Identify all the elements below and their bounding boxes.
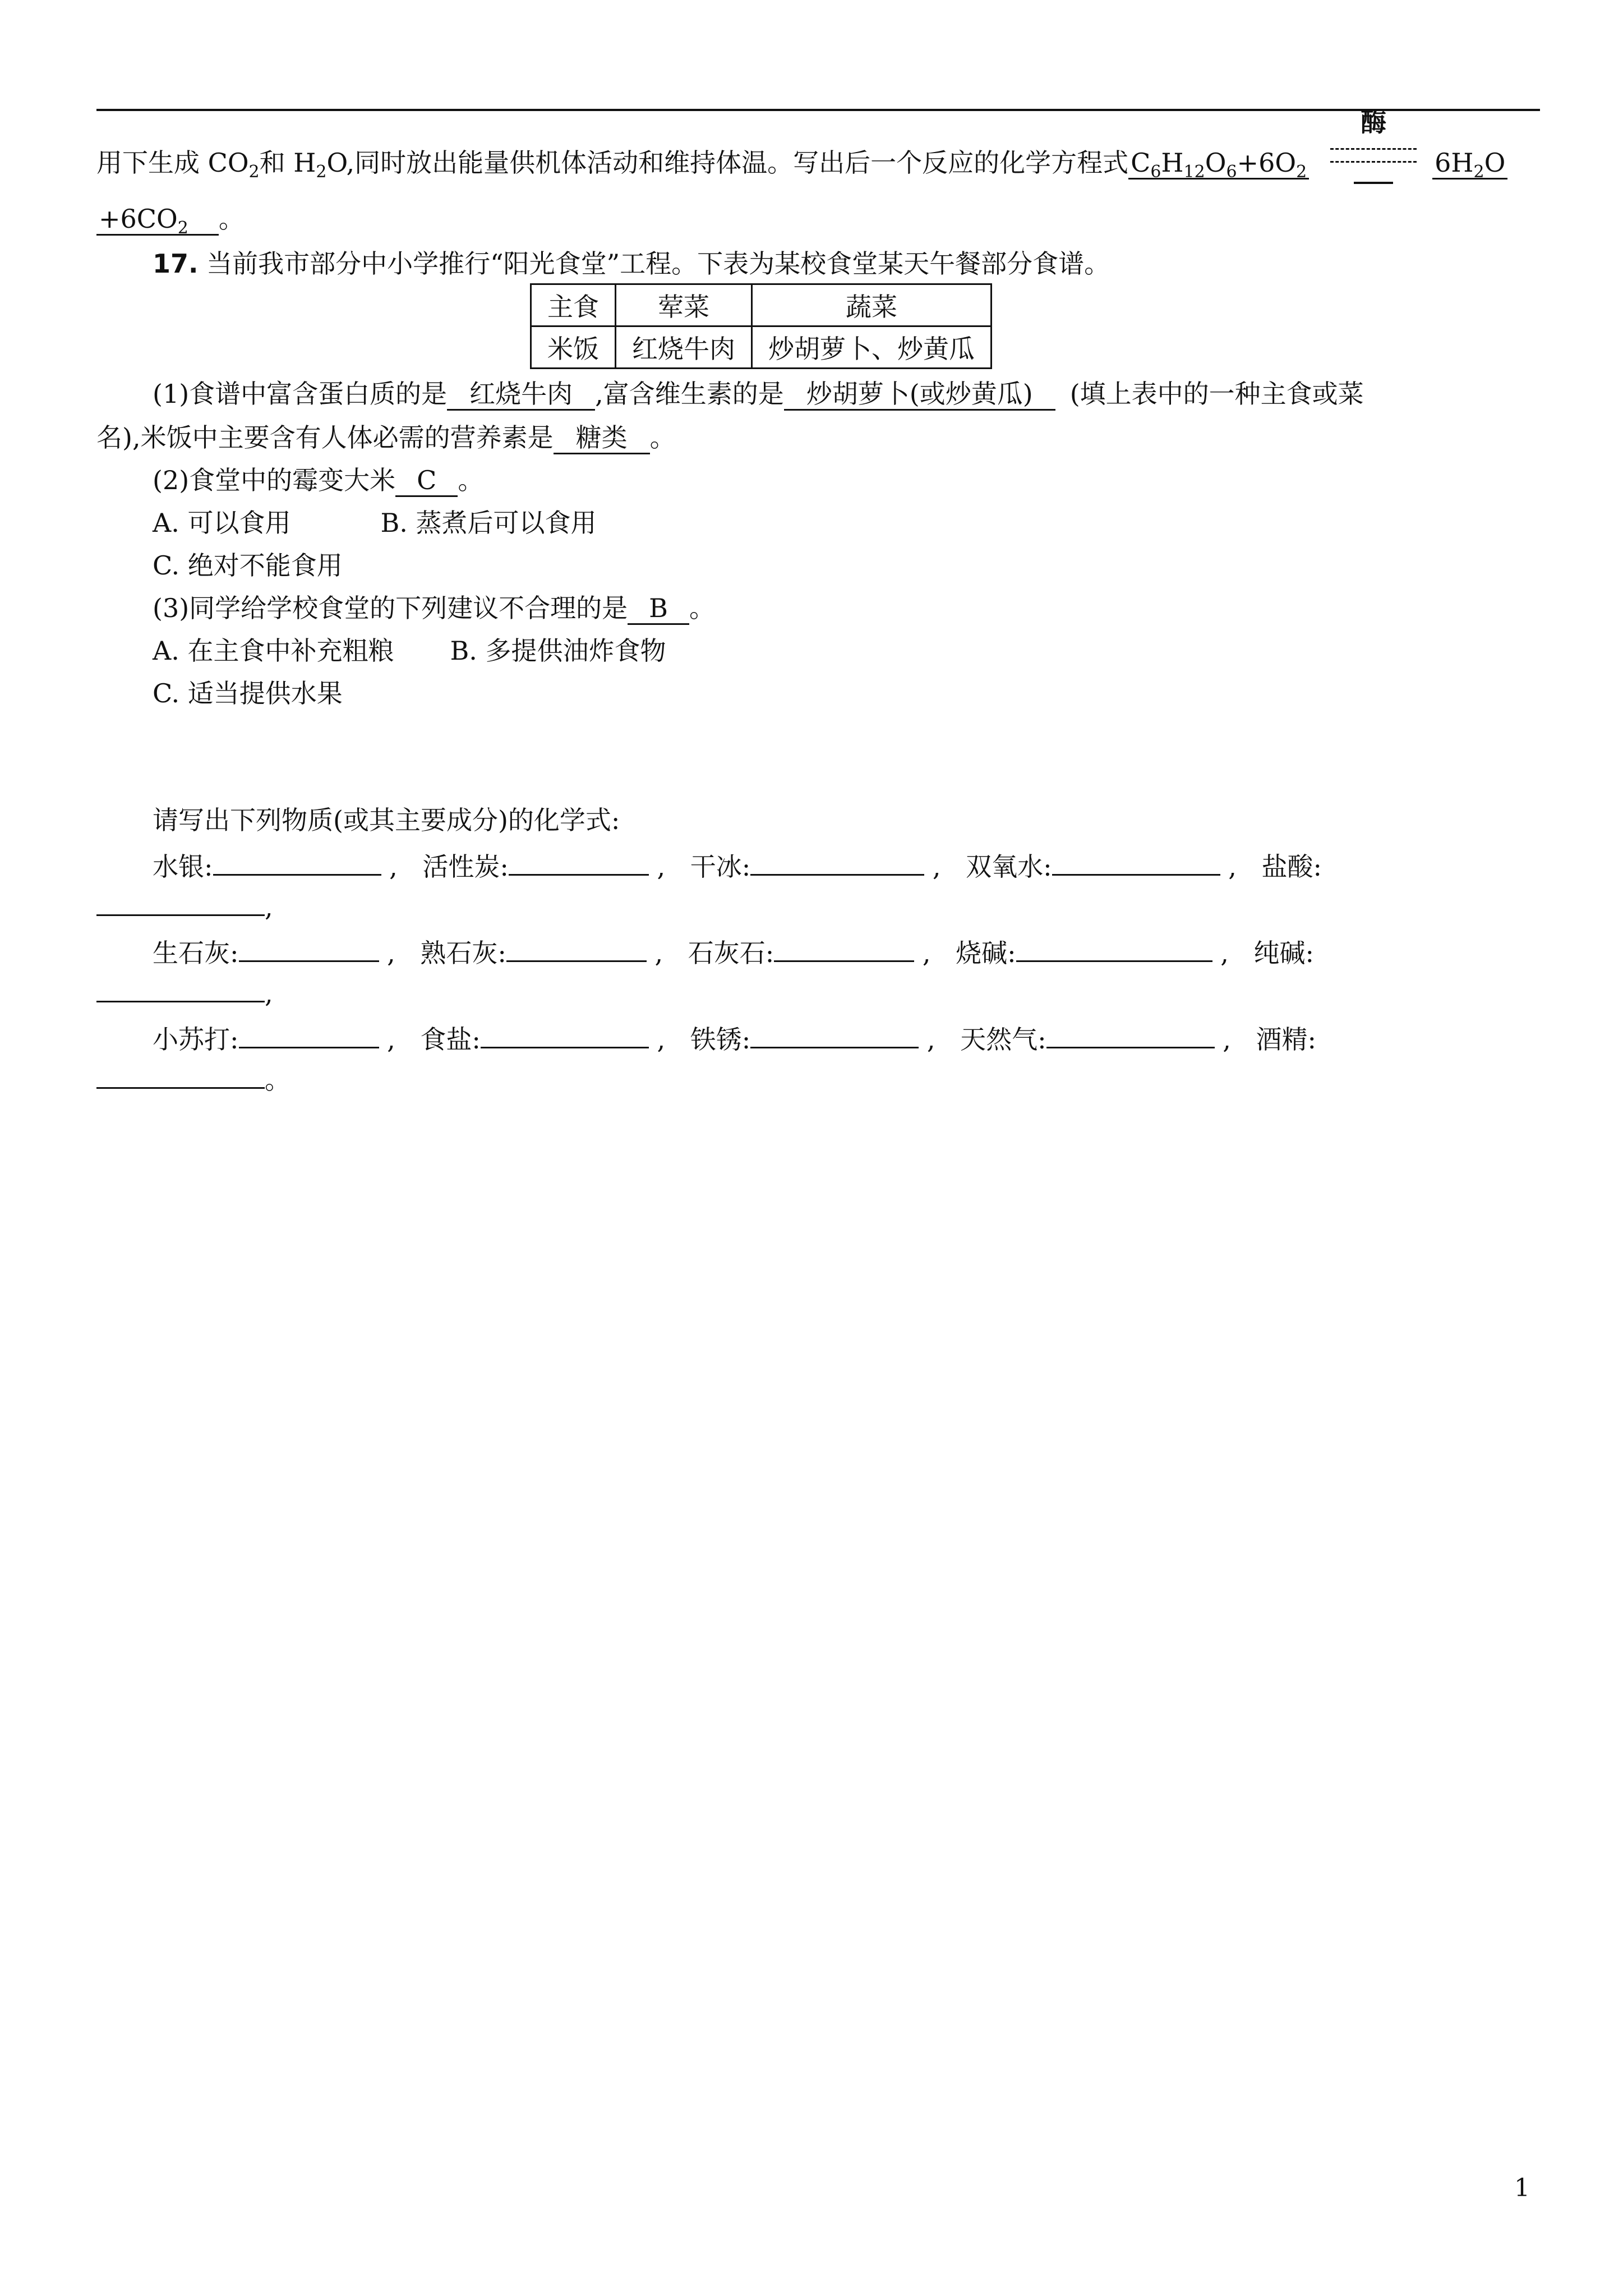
q17-part3-option-c xyxy=(153,677,343,710)
option-3c: C. 适当提供水果 xyxy=(153,678,343,708)
comma: , xyxy=(657,852,666,882)
enzyme-label: 酶 xyxy=(1361,107,1387,137)
intro-text-a: 用下生成 CO xyxy=(96,148,249,178)
label-activated-carbon: 活性炭: xyxy=(422,852,509,882)
blank-table-salt[interactable] xyxy=(481,1020,649,1048)
table-header-veg: 蔬菜 xyxy=(752,284,992,326)
option-3a: A. 在主食中补充粗粮 xyxy=(153,636,394,666)
formula-row-1-cont xyxy=(96,887,273,924)
intro-text-b: 和 H xyxy=(259,148,316,178)
answer-part2: C xyxy=(395,465,458,497)
option-2b: B. 蒸煮后可以食用 xyxy=(380,508,597,538)
blank-alcohol[interactable] xyxy=(96,1060,265,1089)
formula-row-2-cont xyxy=(96,974,273,1010)
part2-period: 。 xyxy=(458,465,484,495)
answer-protein: 红烧牛肉 xyxy=(447,379,595,411)
intro-text-c: O,同时放出能量供机体活动和维持体温。写出后一个反应的化学方程式 xyxy=(326,148,1129,178)
comma: , xyxy=(387,1024,395,1055)
equation-reactants: $C_6H_{12}O_6+6O_2$ xyxy=(1128,148,1309,180)
part1-text-b: ,富含维生素的是 xyxy=(595,379,784,409)
q17-part2-option-c xyxy=(153,549,343,582)
label-soda-ash: 纯碱: xyxy=(1253,938,1314,968)
blank-soda-ash[interactable] xyxy=(96,974,265,1002)
table-row xyxy=(531,284,992,326)
equation-condition xyxy=(1326,107,1421,172)
comma: , xyxy=(932,852,941,882)
formula-row-3 xyxy=(153,1020,1316,1056)
blank-slaked-lime[interactable] xyxy=(506,933,647,962)
q17-part2 xyxy=(153,463,483,497)
option-2a: A. 可以食用 xyxy=(153,508,291,538)
page-number: 1 xyxy=(1514,2174,1530,2202)
answer-vitamin: 炒胡萝卜(或炒黄瓜) xyxy=(784,379,1055,411)
part1-text-d: 名),米饭中主要含有人体必需的营养素是 xyxy=(96,422,554,453)
comma: , xyxy=(1228,852,1237,882)
blank-natural-gas[interactable] xyxy=(1046,1020,1215,1048)
q17-number: 17. xyxy=(153,249,199,279)
q17-part3-options xyxy=(153,634,666,668)
q17-part2-options xyxy=(153,506,597,540)
comma: , xyxy=(389,852,398,882)
formula-row-1 xyxy=(153,847,1322,884)
label-limestone: 石灰石: xyxy=(688,938,774,968)
table-header-meat: 荤菜 xyxy=(616,284,752,326)
comma: , xyxy=(657,1024,666,1055)
part3-text: (3)同学给学校食堂的下列建议不合理的是 xyxy=(153,593,628,623)
comma: , xyxy=(922,938,931,968)
blank-dry-ice[interactable] xyxy=(750,847,924,876)
label-baking-soda: 小苏打: xyxy=(153,1024,239,1055)
label-mercury: 水银: xyxy=(153,852,213,882)
intro-period: 。 xyxy=(218,204,245,234)
blank-limestone[interactable] xyxy=(774,933,914,962)
header-rule xyxy=(96,109,1540,111)
table-cell-staple: 米饭 xyxy=(531,326,616,369)
table-cell-meat: 红烧牛肉 xyxy=(616,326,752,369)
comma: , xyxy=(387,938,395,968)
label-natural-gas: 天然气: xyxy=(960,1024,1046,1055)
intro-line-1: 用下生成 $CO_2$和 $H_2O$,同时放出能量供机体活动和维持体温。写出后一个反应的化学方程式$C_6H_{12}O_6+6O_2$ 酶 $6H_2O$ xyxy=(96,138,1507,180)
formula-row-2 xyxy=(153,933,1314,970)
comma: , xyxy=(1220,938,1229,968)
equation-products-2: $+6CO_2$ xyxy=(96,204,219,236)
blank-hydrochloric-acid[interactable] xyxy=(96,887,265,916)
blank-caustic-soda[interactable] xyxy=(1016,933,1212,962)
part1-text-a: (1)食谱中富含蛋白质的是 xyxy=(153,379,448,409)
q17-part1-line2 xyxy=(96,421,676,454)
final-period: 。 xyxy=(265,1065,291,1095)
part1-period: 。 xyxy=(649,422,676,453)
q17-part1-line1 xyxy=(153,377,1364,411)
label-table-salt: 食盐: xyxy=(420,1024,481,1055)
table-cell-veg: 炒胡萝卜、炒黄瓜 xyxy=(752,326,992,369)
label-dry-ice: 干冰: xyxy=(690,852,751,882)
equation-equals-sign xyxy=(1330,148,1417,163)
blank-mercury[interactable] xyxy=(213,847,381,876)
label-hydrochloric-acid: 盐酸: xyxy=(1261,852,1322,882)
option-3b: B. 多提供油炸食物 xyxy=(450,636,666,666)
label-slaked-lime: 熟石灰: xyxy=(420,938,506,968)
answer-part3: B xyxy=(628,593,689,625)
table-row xyxy=(531,326,992,369)
part3-period: 。 xyxy=(689,593,715,623)
blank-rust[interactable] xyxy=(750,1020,919,1048)
equation-products-1: $6H_2O$ xyxy=(1432,148,1507,180)
intro-line-2 xyxy=(96,202,245,236)
comma: , xyxy=(265,978,273,1009)
comma: , xyxy=(1223,1024,1231,1055)
q17-stem xyxy=(153,247,1110,280)
table-header-staple: 主食 xyxy=(531,284,616,326)
option-2c: C. 绝对不能食用 xyxy=(153,550,343,581)
label-quicklime: 生石灰: xyxy=(153,938,239,968)
q17-part3 xyxy=(153,591,715,625)
answer-nutrient: 糖类 xyxy=(554,422,650,454)
label-rust: 铁锈: xyxy=(690,1024,751,1055)
q17-stem-text: 当前我市部分中小学推行“阳光食堂”工程。下表为某校食堂某天午餐部分食谱。 xyxy=(206,249,1110,279)
part2-text: (2)食堂中的霉变大米 xyxy=(153,465,396,495)
formula-row-3-cont xyxy=(96,1060,291,1097)
comma: , xyxy=(654,938,663,968)
comma: , xyxy=(926,1024,935,1055)
blank-hydrogen-peroxide[interactable] xyxy=(1052,847,1220,876)
label-caustic-soda: 烧碱: xyxy=(956,938,1016,968)
formula-intro xyxy=(153,803,620,837)
label-hydrogen-peroxide: 双氧水: xyxy=(966,852,1052,882)
comma: , xyxy=(265,892,273,922)
equation-underline xyxy=(1354,182,1393,184)
blank-baking-soda[interactable] xyxy=(239,1020,379,1048)
blank-quicklime[interactable] xyxy=(239,933,379,962)
part1-text-c: (填上表中的一种主食或菜 xyxy=(1069,379,1364,409)
menu-table xyxy=(530,283,992,369)
label-alcohol: 酒精: xyxy=(1256,1024,1316,1055)
blank-activated-carbon[interactable] xyxy=(509,847,649,876)
formula-intro-text: 请写出下列物质(或其主要成分)的化学式: xyxy=(153,805,620,835)
